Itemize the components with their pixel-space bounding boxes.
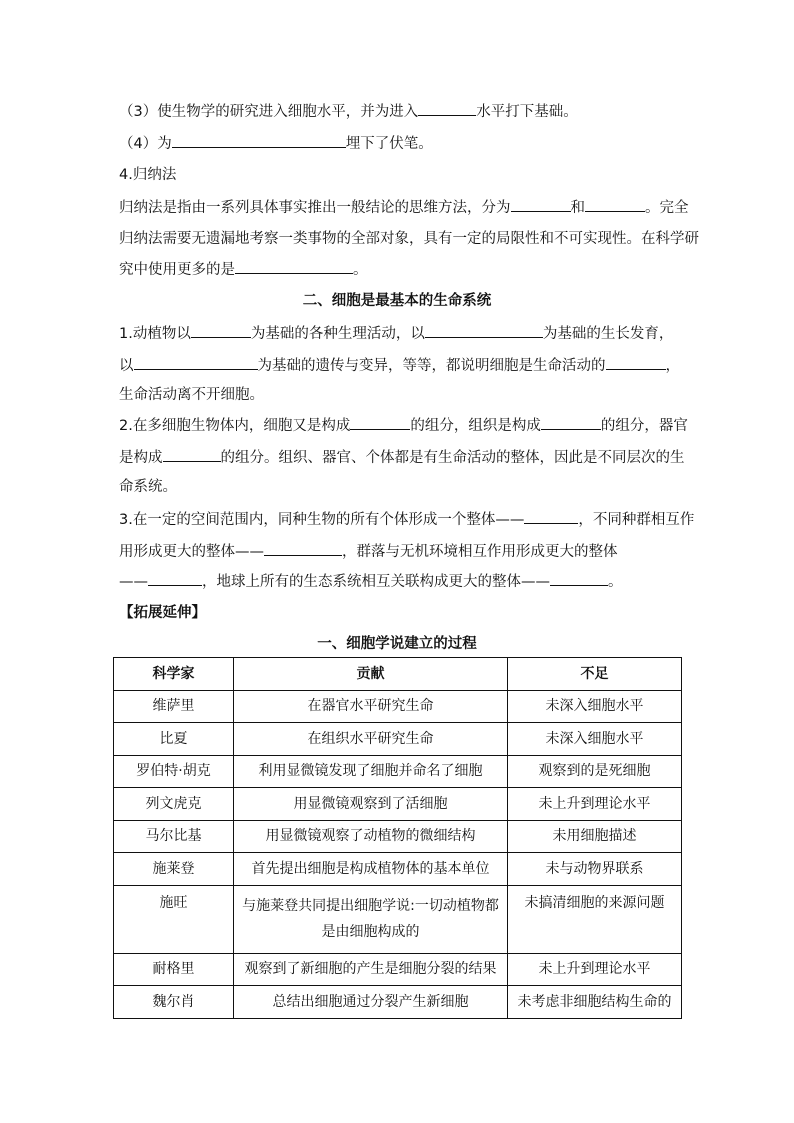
table-row xyxy=(114,723,682,756)
answer-blank xyxy=(524,509,578,524)
cell-scientist: 比夏 xyxy=(114,723,234,756)
text-line: 3.在一定的空间范围内，同种生物的所有个体形成一个整体—— ，不同种群相互作 xyxy=(119,509,679,530)
section-title: 二、细胞是最基本的生命系统 xyxy=(302,293,492,309)
cell-shortcoming: 未上升到理论水平 xyxy=(508,788,682,821)
cell-scientist: 罗伯特·胡克 xyxy=(114,755,234,788)
header-scientist: 科学家 xyxy=(114,658,234,691)
answer-blank xyxy=(350,415,410,430)
header-contribution: 贡献 xyxy=(234,658,508,691)
cell-shortcoming: 未上升到理论水平 xyxy=(508,953,682,986)
cell-scientist: 耐格里 xyxy=(114,953,234,986)
text-line: 以 为基础的遗传与变异，等等，都说明细胞是生命活动的 ， xyxy=(119,355,679,376)
answer-blank xyxy=(172,133,346,148)
table-row xyxy=(114,788,682,821)
answer-blank xyxy=(134,355,258,370)
section-heading: 4.归纳法 xyxy=(119,167,177,183)
answer-blank xyxy=(163,447,221,462)
cell-contribution: 总结出细胞通过分裂产生新细胞 xyxy=(234,986,508,1019)
cell-shortcoming: 未搞清细胞的来源问题 xyxy=(508,885,682,953)
table-row xyxy=(114,953,682,986)
cell-shortcoming: 未与动物界联系 xyxy=(508,853,682,886)
table-row xyxy=(114,885,682,953)
text-line: 是构成 的组分。组织、器官、个体都是有生命活动的整体，因此是不同层次的生 xyxy=(119,447,679,468)
cell-scientist: 马尔比基 xyxy=(114,820,234,853)
answer-blank xyxy=(511,197,571,212)
cell-contribution: 用显微镜观察到了活细胞 xyxy=(234,788,508,821)
cell-contribution: 首先提出细胞是构成植物体的基本单位 xyxy=(234,853,508,886)
cell-contribution: 利用显微镜发现了细胞并命名了细胞 xyxy=(234,755,508,788)
table-title: 一、细胞学说建立的过程 xyxy=(317,636,477,652)
answer-blank xyxy=(235,259,353,274)
cell-scientist: 维萨里 xyxy=(114,690,234,723)
text-line: 1.动植物以 为基础的各种生理活动，以 为基础的生长发育， xyxy=(119,323,679,344)
cell-shortcoming: 未深入细胞水平 xyxy=(508,690,682,723)
answer-blank xyxy=(191,323,251,338)
cell-contribution: 在组织水平研究生命 xyxy=(234,723,508,756)
text-line: 究中使用更多的是 。 xyxy=(119,259,679,280)
table-row xyxy=(114,986,682,1019)
text-line: （4）为 埋下了伏笔。 xyxy=(119,133,679,154)
cell-contribution: 与施莱登共同提出细胞学说:一切动植物都是由细胞构成的 xyxy=(234,885,508,953)
answer-blank xyxy=(148,571,202,586)
cell-scientist: 魏尔肖 xyxy=(114,986,234,1019)
answer-blank xyxy=(550,571,608,586)
cell-shortcoming: 未深入细胞水平 xyxy=(508,723,682,756)
cell-shortcoming: 观察到的是死细胞 xyxy=(508,755,682,788)
text-line: （3）使生物学的研究进入细胞水平，并为进入 水平打下基础。 xyxy=(119,101,679,122)
text-line: 用形成更大的整体—— ，群落与无机环境相互作用形成更大的整体 xyxy=(119,541,679,562)
cell-scientist: 施莱登 xyxy=(114,853,234,886)
cell-contribution: 在器官水平研究生命 xyxy=(234,690,508,723)
answer-blank xyxy=(606,355,666,370)
answer-blank xyxy=(264,541,342,556)
cell-contribution: 观察到了新细胞的产生是细胞分裂的结果 xyxy=(234,953,508,986)
extension-label: 【拓展延伸】 xyxy=(119,605,206,621)
cell-scientist: 列文虎克 xyxy=(114,788,234,821)
cell-theory-table xyxy=(113,657,682,1019)
text-line: 生命活动离不开细胞。 xyxy=(119,387,264,403)
text-line: —— ，地球上所有的生态系统相互关联构成更大的整体—— 。 xyxy=(119,571,679,592)
text-line: 归纳法需要无遗漏地考察一类事物的全部对象，具有一定的局限性和不可实现性。在科学研 xyxy=(119,231,699,247)
table-row xyxy=(114,853,682,886)
text-line: 2.在多细胞生物体内，细胞又是构成 的组分，组织是构成 的组分，器官 xyxy=(119,415,679,436)
text-line: 归纳法是指由一系列具体事实推出一般结论的思维方法，分为 和 。完全 xyxy=(119,197,679,218)
answer-blank xyxy=(585,197,645,212)
cell-scientist: 施旺 xyxy=(114,885,234,953)
header-shortcoming: 不足 xyxy=(508,658,682,691)
cell-contribution: 用显微镜观察了动植物的微细结构 xyxy=(234,820,508,853)
answer-blank xyxy=(425,323,543,338)
answer-blank xyxy=(418,101,476,116)
table-row xyxy=(114,690,682,723)
table-row xyxy=(114,755,682,788)
cell-shortcoming: 未考虑非细胞结构生命的 xyxy=(508,986,682,1019)
text-line: 命系统。 xyxy=(119,479,177,495)
table-row xyxy=(114,820,682,853)
cell-shortcoming: 未用细胞描述 xyxy=(508,820,682,853)
answer-blank xyxy=(541,415,601,430)
table-header-row xyxy=(114,658,682,691)
